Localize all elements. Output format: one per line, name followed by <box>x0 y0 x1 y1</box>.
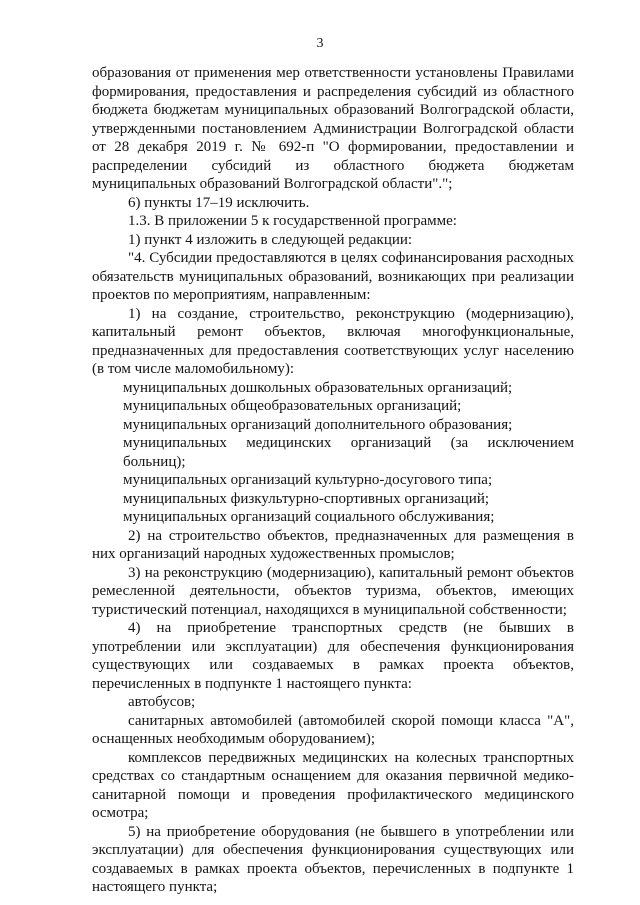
paragraph-section-1-3: 1.3. В приложении 5 к государственной программе: <box>128 213 457 229</box>
paragraph-subitem-3: 3) на реконструкцию (модернизацию), капитальный ремонт объектов ремесленной деятельности, объектов туризма, объектов, имеющих туристический потенциал, находящихся в муниципальной собственности; <box>92 564 574 618</box>
paragraph-buses: автобусов; <box>128 694 196 710</box>
paragraph-subitem-1: 1) на создание, строительство, реконструкцию (модернизацию), капитальный ремонт объектов, включая многофункциональные, предназначенных для предоставления соответствующих услуг населению (в том числе маломобильному): <box>92 305 574 377</box>
paragraph-continuation: образования от применения мер ответственности установлены Правилами формирования, предоставления и распределения субсидий из областного бюджета бюджетам муниципальных образований Волгоградской области, утвержденными постановлением Администрации Волгоградской области от 28 декабря 2019 г. № 692-п "О формировании, предоставлении и распределении субсидий из областного бюджета бюджетам муниципальных образований Волгоградской области"."; <box>92 65 574 192</box>
paragraph-item-1: 1) пункт 4 изложить в следующей редакции: <box>128 231 413 248</box>
paragraph-ambulances: санитарных автомобилей (автомобилей скорой помощи класса "А", оснащенных необходимым оборудованием); <box>92 712 574 747</box>
list-item: муниципальных организаций культурно-досугового типа; <box>123 472 493 488</box>
paragraph-point-4: "4. Субсидии предоставляются в целях софинансирования расходных обязательств муниципальных образований, возникающих при реализации проектов по мероприятиям, направленным: <box>92 250 574 303</box>
paragraph-subitem-5: 5) на приобретение оборудования (не бывшего в употреблении или эксплуатации) для обеспечения функционирования существующих или создаваемых в рамках проекта объектов, перечисленных в подпункте 1 настоящего пункта; <box>92 823 574 895</box>
list-item: муниципальных организаций социального обслуживания; <box>123 509 495 525</box>
list-item: муниципальных физкультурно-спортивных организаций; <box>123 490 490 507</box>
list-item: муниципальных общеобразовательных организаций; <box>123 398 462 414</box>
list-item: муниципальных дошкольных образовательных организаций; <box>123 379 513 396</box>
page-number: 3 <box>316 36 324 51</box>
paragraph-subitem-4: 4) на приобретение транспортных средств (не бывших в употреблении или эксплуатации) для обеспечения функционирования существующих или создаваемых в рамках проекта объектов, перечисленных в подпункте 1 настоящего пункта: <box>92 620 574 692</box>
list-item: муниципальных медицинских организаций (за исключением больниц); <box>123 435 574 470</box>
paragraph-item-6: 6) пункты 17–19 исключить. <box>128 194 310 211</box>
paragraph-subitem-2: 2) на строительство объектов, предназначенных для размещения в них организаций народных художественных промыслов; <box>92 527 574 562</box>
paragraph-mobile-medical: комплексов передвижных медицинских на колесных транспортных средствах со стандартным оснащением для оказания первичной медико-санитарной помощи и проведения профилактического медицинского осмотра; <box>92 749 574 821</box>
document-body <box>92 64 574 897</box>
list-item: муниципальных организаций дополнительного образования; <box>123 416 513 433</box>
